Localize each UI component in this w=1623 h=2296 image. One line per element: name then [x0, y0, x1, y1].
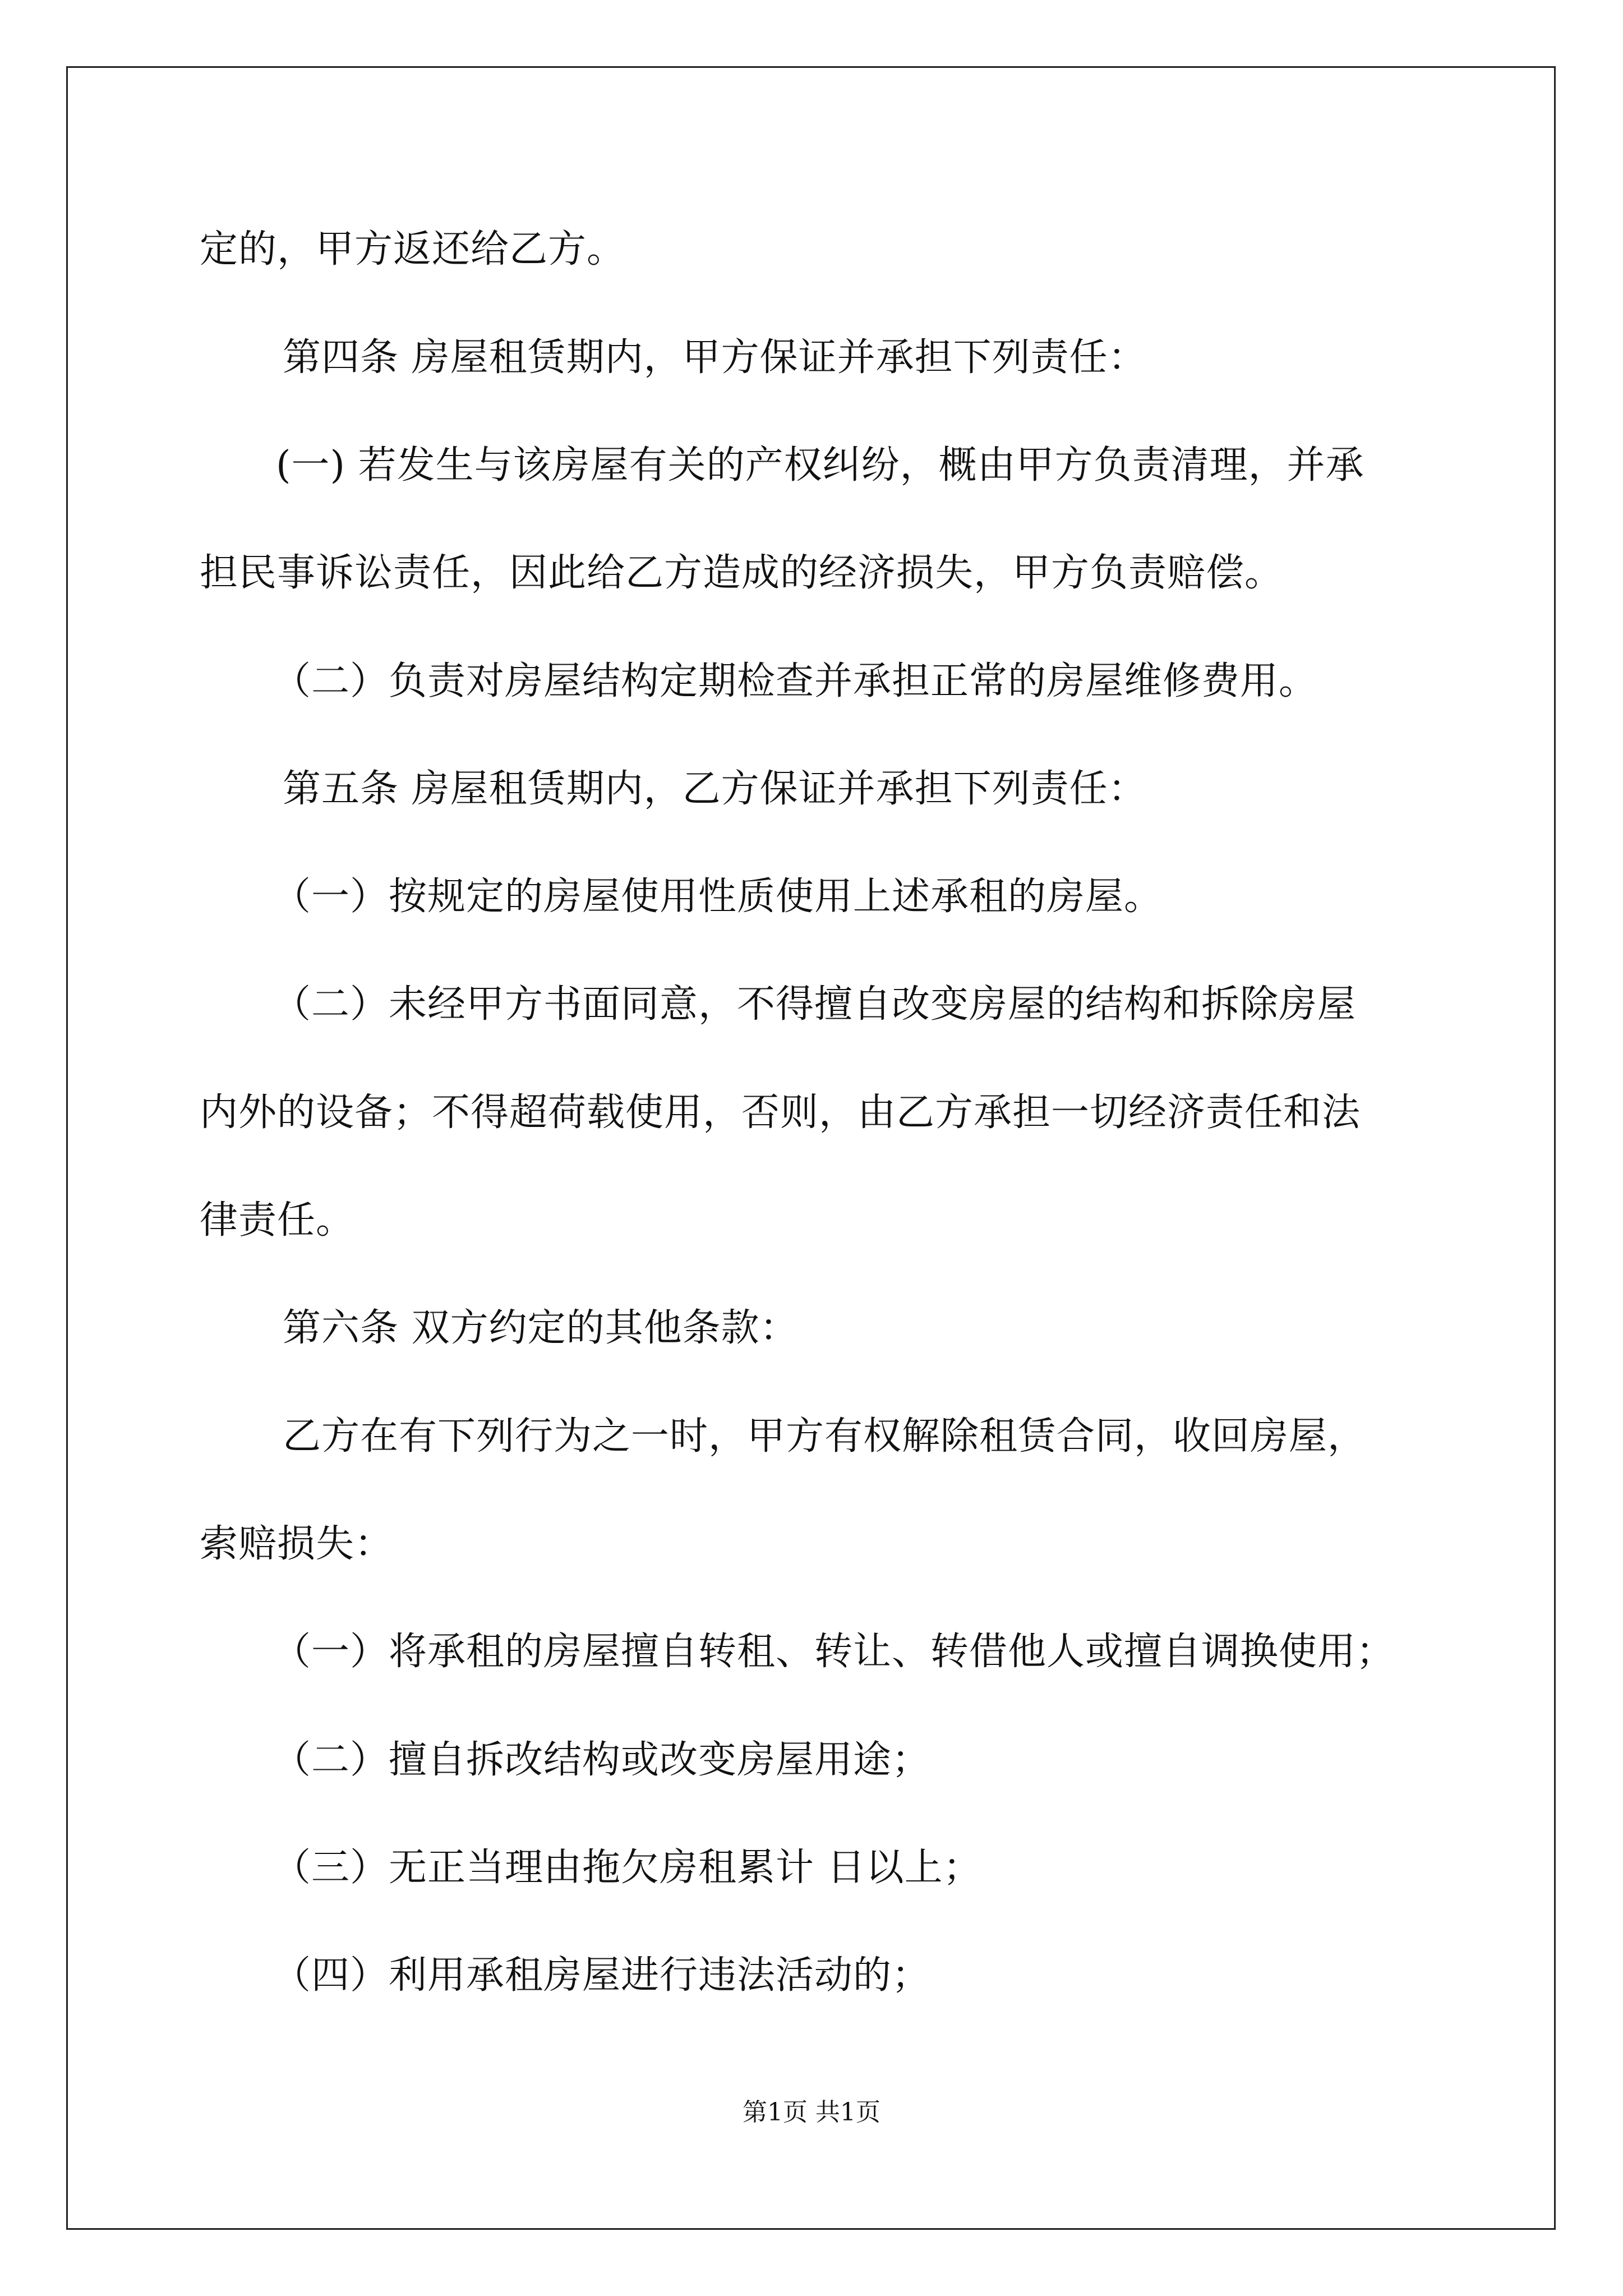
article-heading: 第六条 双方约定的其他条款： — [283, 1306, 799, 1350]
body-text-line: （三）无正当理由拖欠房租累计 日以上； — [273, 1846, 982, 1890]
body-text-line: 定的，甲方返还给乙方。 — [200, 227, 626, 272]
body-text-line: 索赔损失： — [200, 1522, 394, 1566]
body-text-line: （一）将承租的房屋擅自转租、转让、转借他人或擅自调换使用； — [273, 1630, 1395, 1674]
page-border — [66, 66, 1556, 2230]
body-text-line: 内外的设备；不得超荷载使用，否则，由乙方承担一切经济责任和法 — [200, 1091, 1361, 1135]
article-heading: 第五条 房屋租赁期内，乙方保证并承担下列责任： — [283, 767, 1147, 811]
body-text-line: （二）负责对房屋结构定期检查并承担正常的房屋维修费用。 — [273, 659, 1318, 703]
body-text-line: （一）按规定的房屋使用性质使用上述承租的房屋。 — [273, 875, 1163, 919]
body-text-line: （四）利用承租房屋进行违法活动的； — [273, 1953, 931, 1998]
body-text-line: 担民事诉讼责任，因此给乙方造成的经济损失，甲方负责赔偿。 — [200, 551, 1284, 595]
body-text-line: （二）擅自拆改结构或改变房屋用途； — [273, 1738, 931, 1782]
body-text-line: 乙方在有下列行为之一时，甲方有权解除租赁合同，收回房屋， — [283, 1414, 1367, 1458]
article-heading: 第四条 房屋租赁期内，甲方保证并承担下列责任： — [283, 335, 1147, 380]
page-footer: 第1页 共1页 — [743, 2098, 880, 2127]
body-text-line: （二）未经甲方书面同意，不得擅自改变房屋的结构和拆除房屋 — [273, 982, 1357, 1027]
body-text-line: 律责任。 — [200, 1198, 355, 1243]
body-text-line: (一) 若发生与该房屋有关的产权纠纷，概由甲方负责清理，并承 — [276, 443, 1364, 487]
